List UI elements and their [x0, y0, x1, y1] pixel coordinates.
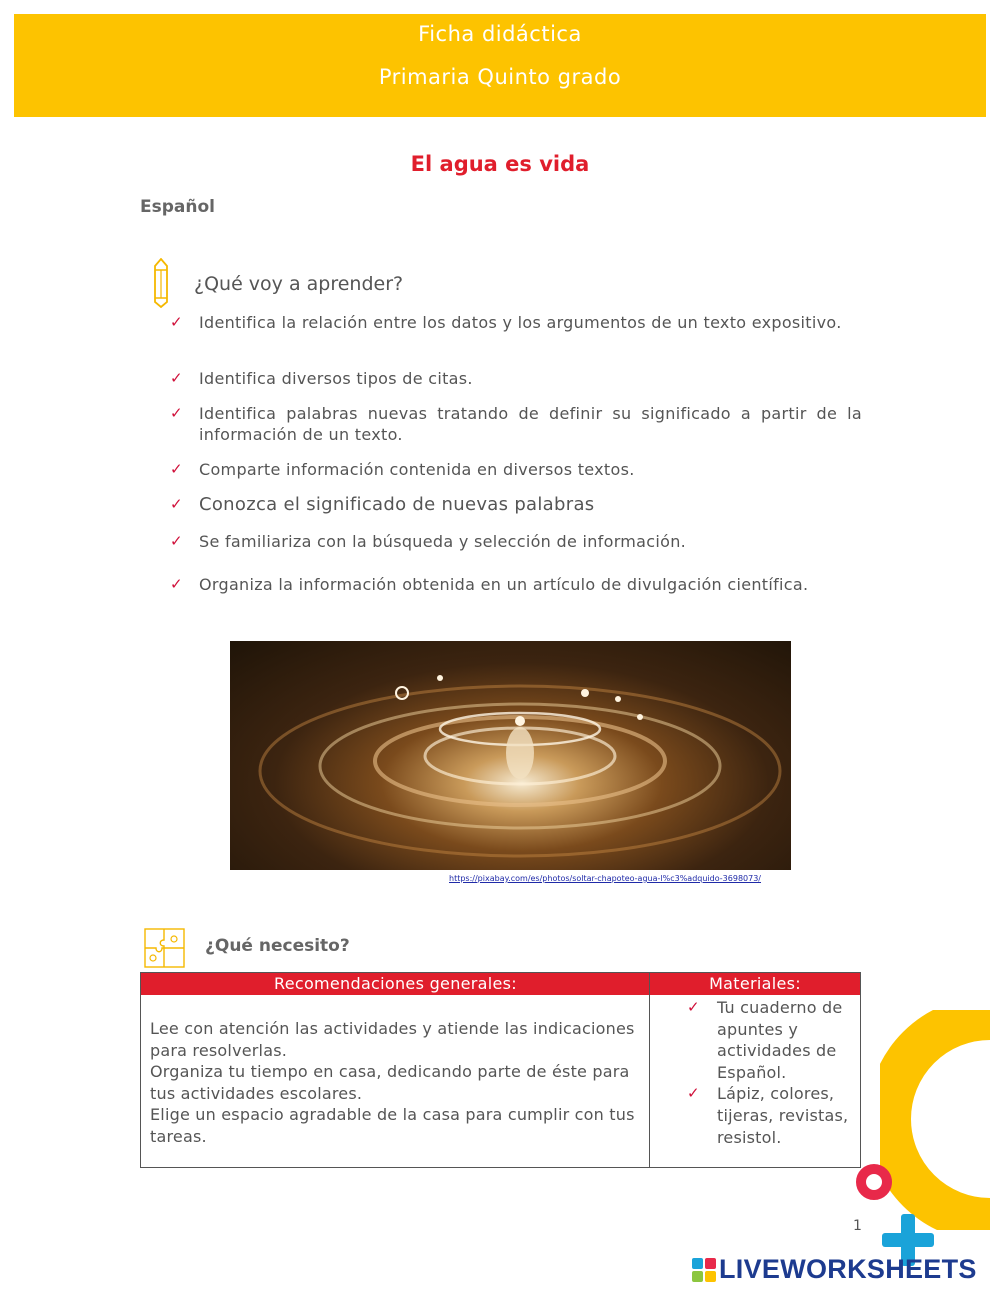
photo-source-link[interactable]: https://pixabay.com/es/photos/soltar-chapoteo-agua-l%c3%adquido-3698073/	[449, 874, 761, 883]
table-divider	[649, 973, 650, 1167]
puzzle-icon	[144, 928, 185, 968]
recommendation-item: Organiza tu tiempo en casa, dedicando parte de éste para tus actividades escolares.	[150, 1062, 630, 1103]
list-item: ✓ Conozca el significado de nuevas palabras	[170, 494, 595, 515]
subject-label: Español	[140, 197, 215, 217]
need-heading: ¿Qué necesito?	[205, 936, 350, 956]
material-item: ✓ Lápiz, colores, tijeras, revistas, resistol.	[687, 1084, 849, 1147]
materials-list	[687, 997, 855, 1148]
page-number: 1	[853, 1218, 862, 1234]
header-banner	[14, 14, 986, 117]
list-item: ✓ Se familiariza con la búsqueda y selección de información.	[170, 532, 687, 551]
page-title: El agua es vida	[410, 152, 590, 176]
checkmark-icon: ✓	[170, 404, 183, 422]
recommendations-cell	[150, 1018, 642, 1148]
learn-heading: ¿Qué voy a aprender?	[194, 273, 404, 295]
checkmark-icon: ✓	[170, 495, 183, 513]
table-header	[141, 973, 860, 995]
liveworksheets-brand[interactable]	[692, 1215, 992, 1285]
needs-table	[140, 972, 861, 1168]
header-title: Ficha didáctica	[418, 22, 582, 46]
checkmark-icon: ✓	[687, 1084, 700, 1103]
liveworksheets-logo-icon	[692, 1258, 716, 1282]
recommendation-item: Elige un espacio agradable de la casa para cumplir con tus tareas.	[150, 1105, 635, 1146]
list-item: ✓ Comparte información contenida en diversos textos.	[170, 460, 635, 479]
checkmark-icon: ✓	[170, 532, 183, 550]
materials-header: Materiales:	[709, 974, 801, 993]
list-item: ✓ Identifica palabras nuevas tratando de definir su significado a partir de la información de un texto.	[170, 404, 862, 444]
checkmark-icon: ✓	[170, 369, 183, 387]
list-item: ✓ Identifica diversos tipos de citas.	[170, 369, 473, 388]
decorative-ring	[855, 1163, 893, 1201]
recommendations-header: Recomendaciones generales:	[274, 974, 517, 993]
pencil-icon	[153, 258, 169, 308]
material-item: ✓ Tu cuaderno de apuntes y actividades de Español.	[687, 998, 843, 1082]
brand-name: LIVEWORKSHEETS	[719, 1254, 977, 1284]
checkmark-icon: ✓	[170, 575, 183, 593]
checkmark-icon: ✓	[170, 313, 183, 331]
decorative-arc	[880, 1010, 1000, 1230]
checkmark-icon: ✓	[687, 998, 700, 1016]
recommendation-item: Lee con atención las actividades y atiende las indicaciones para resolverlas.	[150, 1019, 635, 1060]
header-grade: Primaria Quinto grado	[378, 65, 622, 89]
checkmark-icon: ✓	[170, 460, 183, 478]
list-item: ✓ Organiza la información obtenida en un artículo de divulgación científica.	[170, 575, 809, 594]
water-splash-photo	[230, 641, 791, 870]
list-item: ✓ Identifica la relación entre los datos y los argumentos de un texto expositivo.	[170, 313, 842, 332]
